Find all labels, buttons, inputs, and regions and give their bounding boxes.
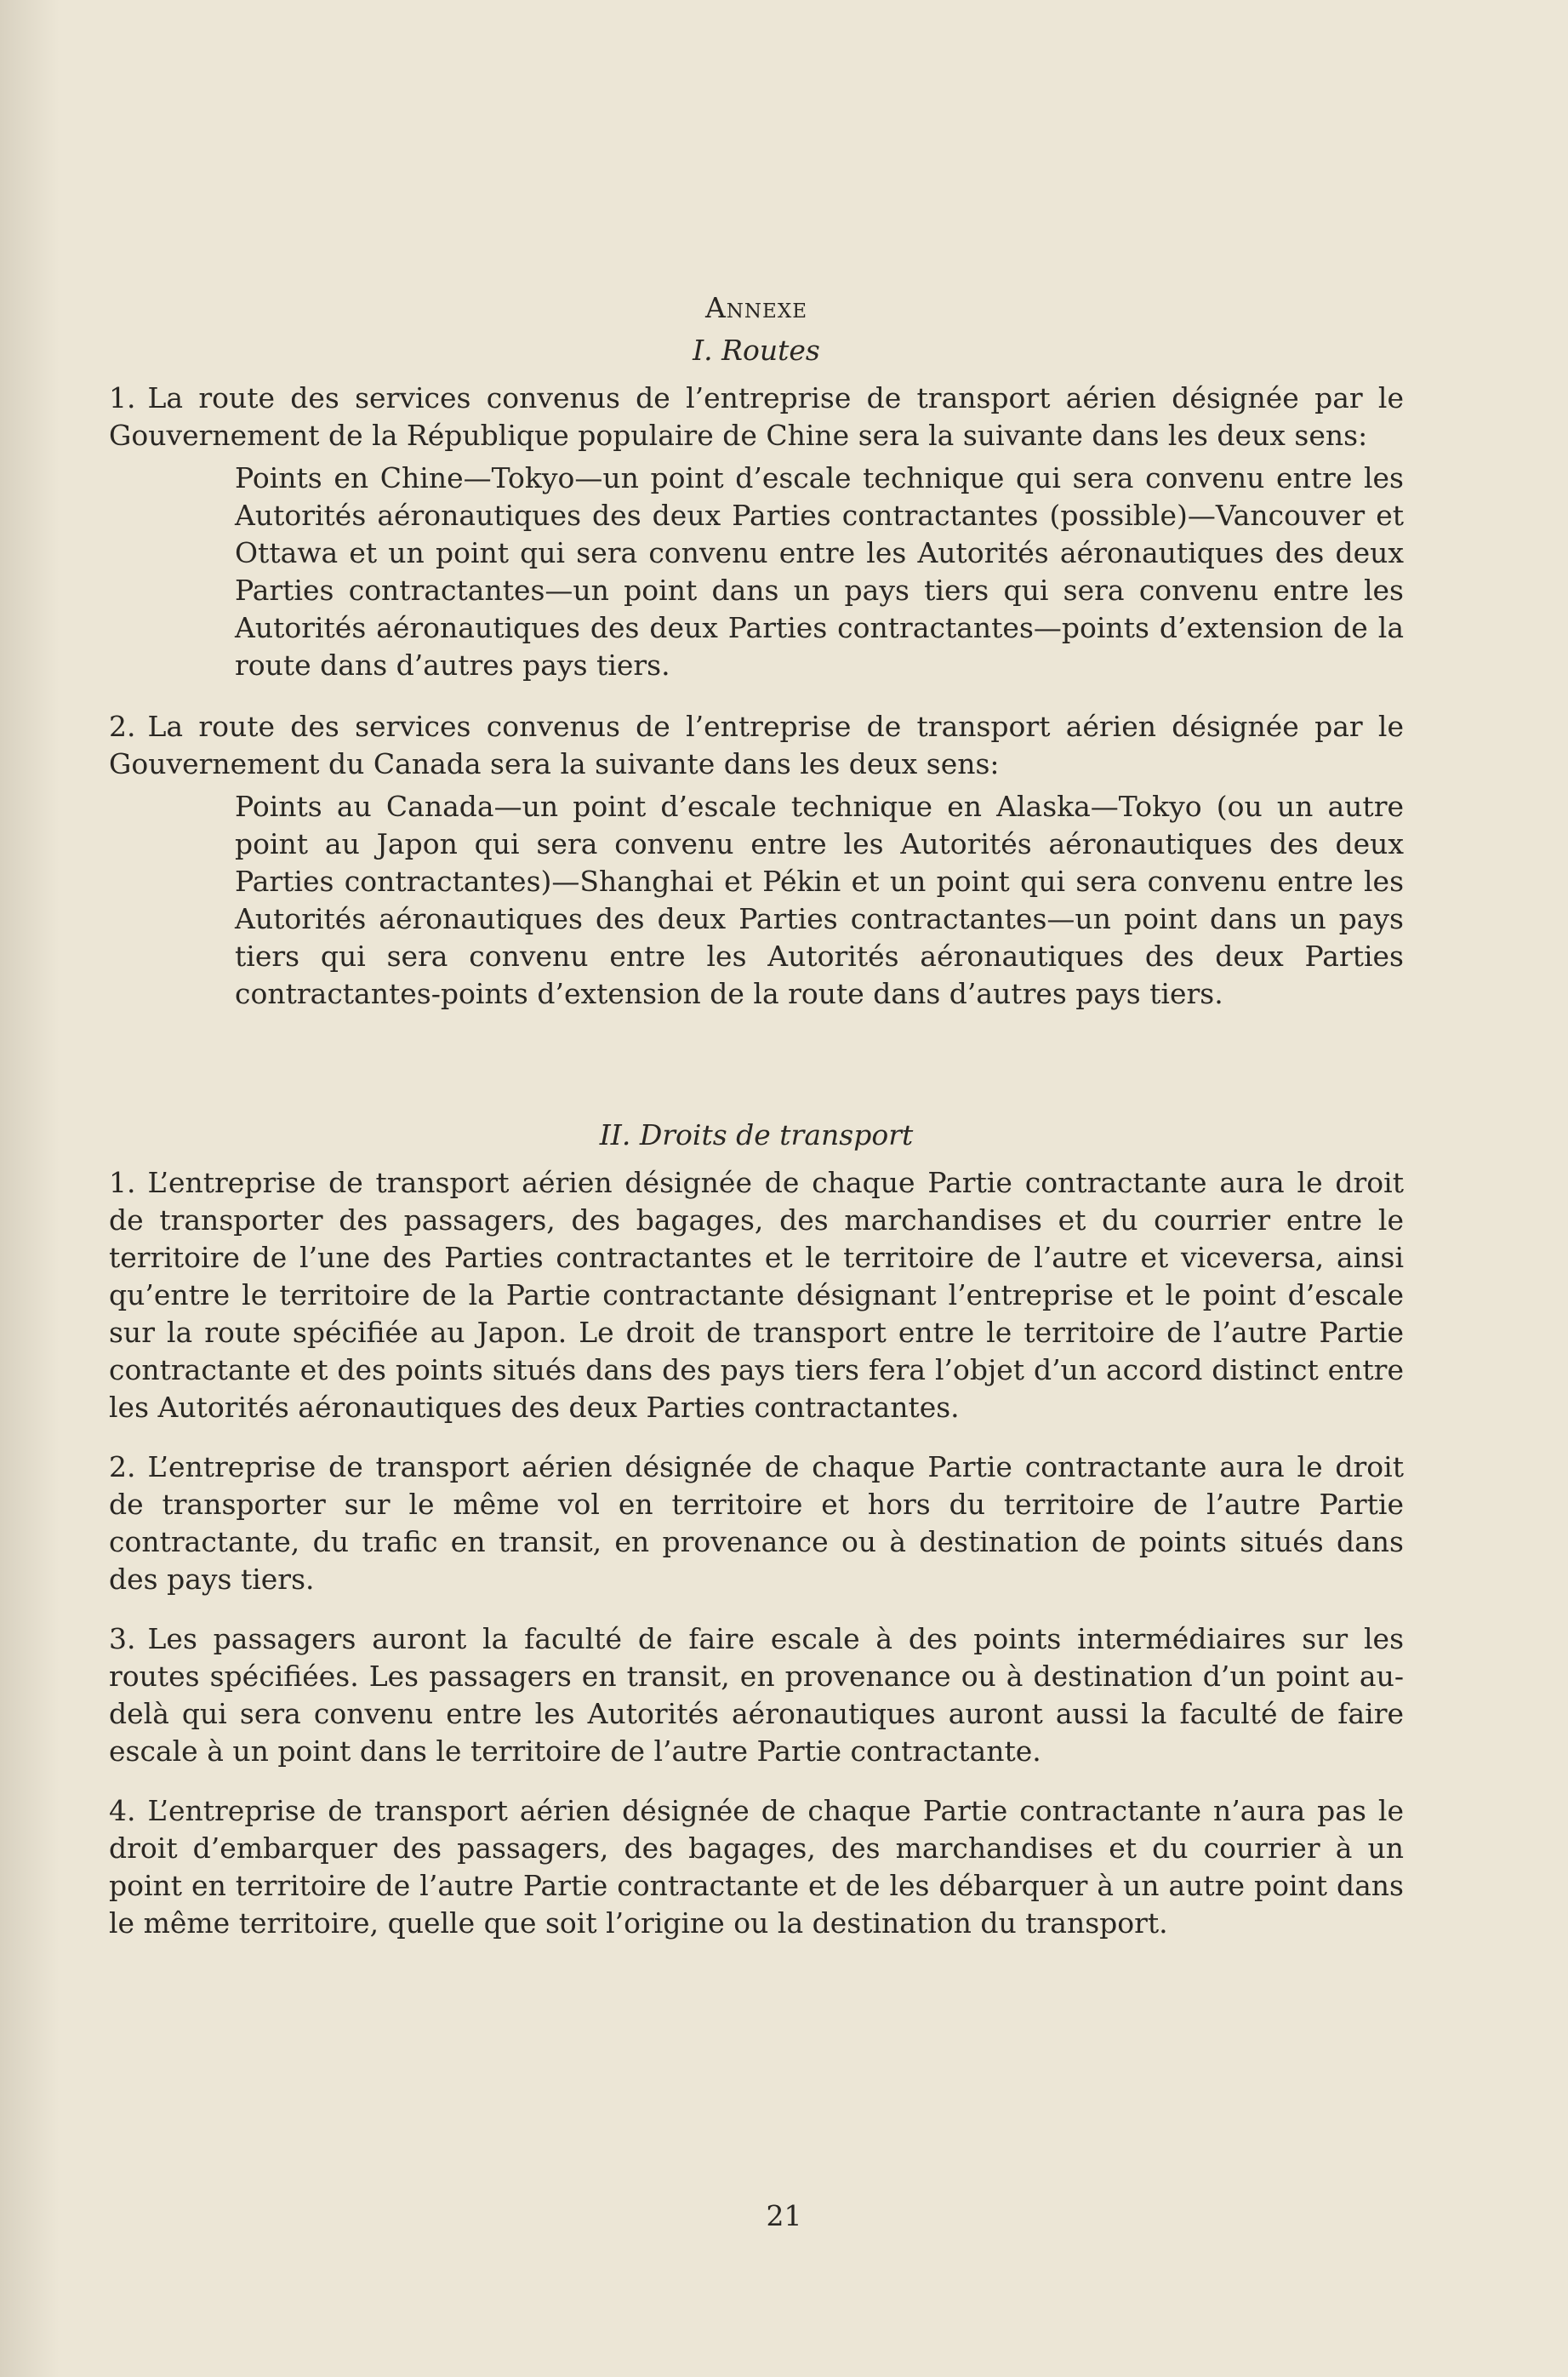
section-spacer	[109, 1037, 1404, 1117]
route-description-china: Points en Chine—Tokyo—un point d’escale technique qui sera convenu entre les Autorités aéronautiques des deux Parties contractantes (possible)—Vancouver et Ottawa et un point qui sera convenu entre les Autorités aéronautiques des deux Parties contractantes—un point dans un pays tiers qui sera convenu entre les Autorités aéronautiques des deux Parties contractantes—points d’extension de la route dans d’autres pays tiers.	[235, 461, 1404, 682]
routes-paragraph-1	[109, 380, 1404, 454]
paragraph-text: La route des services convenus de l’entreprise de transport aérien désignée par le Gouvernement de la République populaire de Chine sera la suivante dans les deux sens:	[109, 381, 1404, 452]
rights-paragraph-1	[109, 1164, 1404, 1426]
page-edge-shadow	[0, 0, 60, 2377]
paragraph-number: 1.	[109, 381, 136, 414]
paragraph-number: 4.	[109, 1794, 136, 1827]
route-description-canada: Points au Canada—un point d’escale technique en Alaska—Tokyo (ou un autre point au Japon qui sera convenu entre les Autorités aéronautiques des deux Parties contractantes)—Shanghai et Pékin et un point qui sera convenu entre les Autorités aéronautiques des deux Parties contractantes—un point dans un pays tiers qui sera convenu entre les Autorités aéronautiques des deux Parties contractantes-points d’extension de la route dans d’autres pays tiers.	[235, 790, 1404, 1010]
paragraph-text: La route des services convenus de l’entreprise de transport aérien désignée par le Gouvernement du Canada sera la suivante dans les deux sens:	[109, 710, 1404, 780]
paragraph-number: 3.	[109, 1622, 136, 1655]
annex-title: Annexe	[704, 291, 808, 324]
paragraph-number: 2.	[109, 710, 136, 743]
rights-paragraph-4	[109, 1792, 1404, 1942]
section-heading-traffic-rights: II. Droits de transport	[599, 1118, 914, 1151]
paragraph-text: L’entreprise de transport aérien désignée de chaque Partie contractante aura le droit de transporter sur le même vol en territoire et hors du territoire de l’autre Partie contractante, du trafic en transit, en provenance ou à destination de points situés dans des pays tiers.	[109, 1450, 1404, 1596]
rights-paragraph-3	[109, 1620, 1404, 1770]
paragraph-text: L’entreprise de transport aérien désignée de chaque Partie contractante aura le droit de transporter des passagers, des bagages, des marchandises et du courrier entre le territoire de l’une des Parties contractantes et le territoire de l’autre et viceversa, ainsi qu’entre le territoire de la Partie contractante désignant l’entreprise et le point d’escale sur la route spécifiée au Japon. Le droit de transport entre le territoire de l’autre Partie contractante et des points situés dans des pays tiers fera l’objet d’un accord distinct entre les Autorités aéronautiques des deux Parties contractantes.	[109, 1166, 1404, 1424]
document-page	[109, 289, 1404, 1964]
paragraph-text: Les passagers auront la faculté de faire escale à des points intermédiaires sur les routes spécifiées. Les passagers en transit, en provenance ou à destination d’un point au-delà qui sera convenu entre les Autorités aéronautiques auront aussi la faculté de faire escale à un point dans le territoire de l’autre Partie contractante.	[109, 1622, 1404, 1768]
page-number: 21	[766, 2199, 802, 2232]
rights-paragraph-2	[109, 1448, 1404, 1598]
paragraph-number: 2.	[109, 1450, 136, 1483]
section-heading-routes: I. Routes	[693, 334, 820, 367]
paragraph-text: L’entreprise de transport aérien désignée de chaque Partie contractante n’aura pas le droit d’embarquer des passagers, des bagages, des marchandises et du courrier à un point en territoire de l’autre Partie contractante et de les débarquer à un autre point dans le même territoire, quelle que soit l’origine ou la destination du transport.	[109, 1794, 1404, 1940]
routes-paragraph-2	[109, 708, 1404, 783]
paragraph-number: 1.	[109, 1166, 136, 1199]
